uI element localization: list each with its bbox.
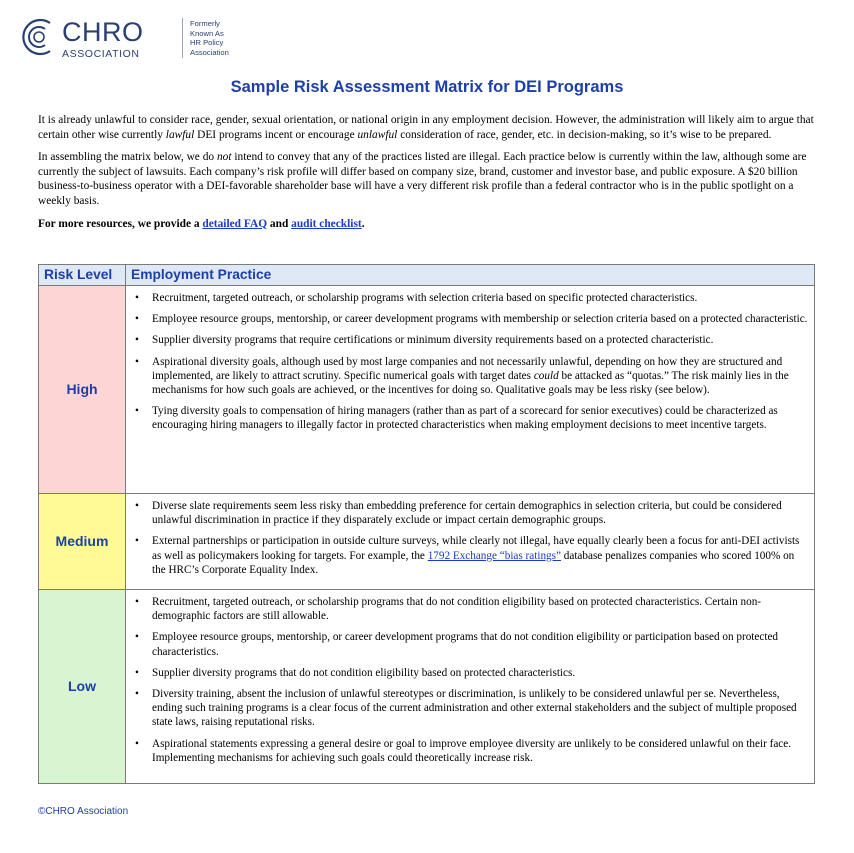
bullet-icon: • (135, 405, 139, 418)
intro-text: In assembling the matrix below, we do (38, 151, 217, 164)
practices-low (126, 590, 815, 784)
list-item (134, 333, 808, 347)
intro-emphasis: lawful (165, 128, 195, 141)
logo-note-line: Association (190, 47, 229, 57)
practice-text: Supplier diversity programs that require certifications or minimum diversity requirements based on a protected characteristic. (152, 334, 714, 347)
logo-subtitle: ASSOCIATION (62, 48, 140, 60)
bullet-icon: • (135, 666, 139, 679)
logo-name: CHRO (62, 17, 144, 47)
bullet-icon: • (135, 535, 139, 548)
intro-text: For more resources, we provide a (38, 217, 203, 230)
logo-former-name-note (190, 19, 229, 57)
bullet-icon: • (135, 596, 139, 608)
practice-text: Tying diversity goals to compensation of hiring managers (rather than as part of a scorecard for senior executives) could be characterized as encouraging hiring managers to illegally factor in protected characteristics when making employment decisions to meet incentive targets. (152, 405, 778, 432)
table-row-low (39, 590, 815, 784)
chro-logo-mark-icon (16, 14, 60, 60)
detailed-faq-link[interactable]: detailed FAQ (202, 217, 268, 230)
table-row-high (39, 286, 815, 494)
logo-note-line: Known As (190, 28, 224, 38)
list-item (134, 595, 808, 623)
risk-level-low: Low (39, 590, 126, 784)
intro-text: . (361, 217, 365, 230)
risk-matrix-table (38, 264, 815, 784)
intro-emphasis: unlawful (357, 128, 398, 141)
bullet-icon: • (135, 500, 139, 512)
page-title: Sample Risk Assessment Matrix for DEI Programs (230, 78, 624, 96)
risk-level-high: High (39, 286, 126, 494)
intro-emphasis: not (216, 151, 232, 164)
list-item (134, 355, 808, 398)
practice-text: Recruitment, targeted outreach, or scholarship programs with selection criteria based on specific protected characteristics. (152, 292, 698, 304)
practice-text: Recruitment, targeted outreach, or scholarship programs that do not condition eligibility based on protected characteristics. Certain non-demographic factors are still allowable. (152, 596, 762, 623)
list-item (134, 630, 808, 658)
practice-text: Aspirational diversity goals, although used by most large companies and not necessarily unlawful, depending on how they are structured and implemented, are likely to attract scrutiny. Specific numerical goals with target dates (152, 355, 783, 382)
practice-text: Employee resource groups, mentorship, or career development programs that do not condition eligibility or participation based on protected characteristics. (152, 631, 779, 658)
table-header-row (39, 265, 815, 286)
logo-note-line: HR Policy (190, 38, 224, 47)
logo-divider (182, 18, 183, 58)
practices-medium (126, 494, 815, 590)
risk-level-header: Risk Level (39, 265, 126, 286)
intro-text: It is already unlawful to consider race, gender, sexual orientation, or national origin in any employment decision. However, the administration will likely aim to argue that certain other wise currently (38, 114, 814, 141)
intro-text: consideration of race, gender, etc. in decision-making, so it’s wise to be prepared. (397, 128, 772, 141)
bullet-icon: • (135, 355, 139, 368)
list-item (134, 404, 808, 432)
list-item (134, 499, 808, 527)
practice-text: Employee resource groups, mentorship, or career development programs with membership or selection criteria based on a protected characteristic. (152, 313, 808, 326)
intro-text: and (267, 217, 292, 230)
intro-text: DEI programs incent or encourage (194, 128, 358, 141)
practice-text: database penalizes companies who scored 100% on the HRC’s Corporate Equality Index. (152, 549, 795, 576)
practice-text: External partnerships or participation in outside culture surveys, while clearly not illegal, have equally clearly been a focus for anti-DEI activists as well as policymakers looking for targets. For example, the (152, 535, 800, 562)
audit-checklist-link[interactable]: audit checklist (291, 217, 362, 230)
list-item (134, 687, 808, 730)
intro-text: intend to convey that any of the practices listed are illegal. Each practice below is currently within the law, although some are currently the subject of lawsuits. Each company’s risk profile will differ based on company size, brand, customer and investor base, and public exposure. A $20 billion business-to-business operator with a DEI-favorable shareholder base will have a very different risk profile than a federal contractor who is in the public spotlight on a weekly basis. (38, 151, 807, 207)
list-item (134, 666, 808, 680)
bias-ratings-link[interactable]: 1792 Exchange “bias ratings” (427, 549, 561, 562)
logo-note-line: Formerly (190, 19, 220, 28)
intro-section (38, 113, 816, 239)
bullet-icon: • (135, 737, 139, 750)
employment-practice-header: Employment Practice (126, 265, 815, 286)
practice-text: Aspirational statements expressing a general desire or goal to improve employee diversity are unlikely to be considered unlawful on their face. Implementing mechanisms for achieving such goals could theoretically increase risk. (152, 737, 792, 764)
list-item (134, 291, 808, 305)
bullet-icon: • (135, 688, 139, 701)
list-item (134, 534, 808, 577)
list-item (134, 737, 808, 765)
bullet-icon: • (135, 334, 139, 347)
chro-logo (16, 14, 246, 62)
intro-paragraph-3 (38, 217, 816, 232)
practices-high (126, 286, 815, 494)
practice-text: Diversity training, absent the inclusion of unlawful stereotypes or discrimination, is unlikely to be considered unlawful per se. Nevertheless, ending such training programs is a clear focus of the current administration and other external stakeholders and the subject of multiple proposed state laws, raising reputational risks. (152, 688, 797, 729)
intro-paragraph-1 (38, 113, 816, 142)
risk-level-medium: Medium (39, 494, 126, 590)
list-item (134, 312, 808, 326)
bullet-icon: • (135, 313, 139, 326)
intro-paragraph-2 (38, 150, 816, 208)
practice-text: be attacked as “quotas.” The risk mainly lies in the mechanisms for how such goals are achieved, or the incentives for doing so. Qualitative goals may be less risky (see below). (152, 369, 789, 397)
practice-emphasis: could (533, 369, 559, 382)
footer-copyright: ©CHRO Association (38, 806, 129, 817)
practice-text: Supplier diversity programs that do not condition eligibility based on protected characteristics. (152, 666, 576, 679)
bullet-icon: • (135, 292, 139, 304)
practice-text: Diverse slate requirements seem less risky than embedding preference for certain demographics in selection criteria, but could be considered unlawful discrimination in practice if they disparately exclude or impact certain demographic groups. (152, 500, 782, 527)
bullet-icon: • (135, 631, 139, 644)
table-row-medium (39, 494, 815, 590)
